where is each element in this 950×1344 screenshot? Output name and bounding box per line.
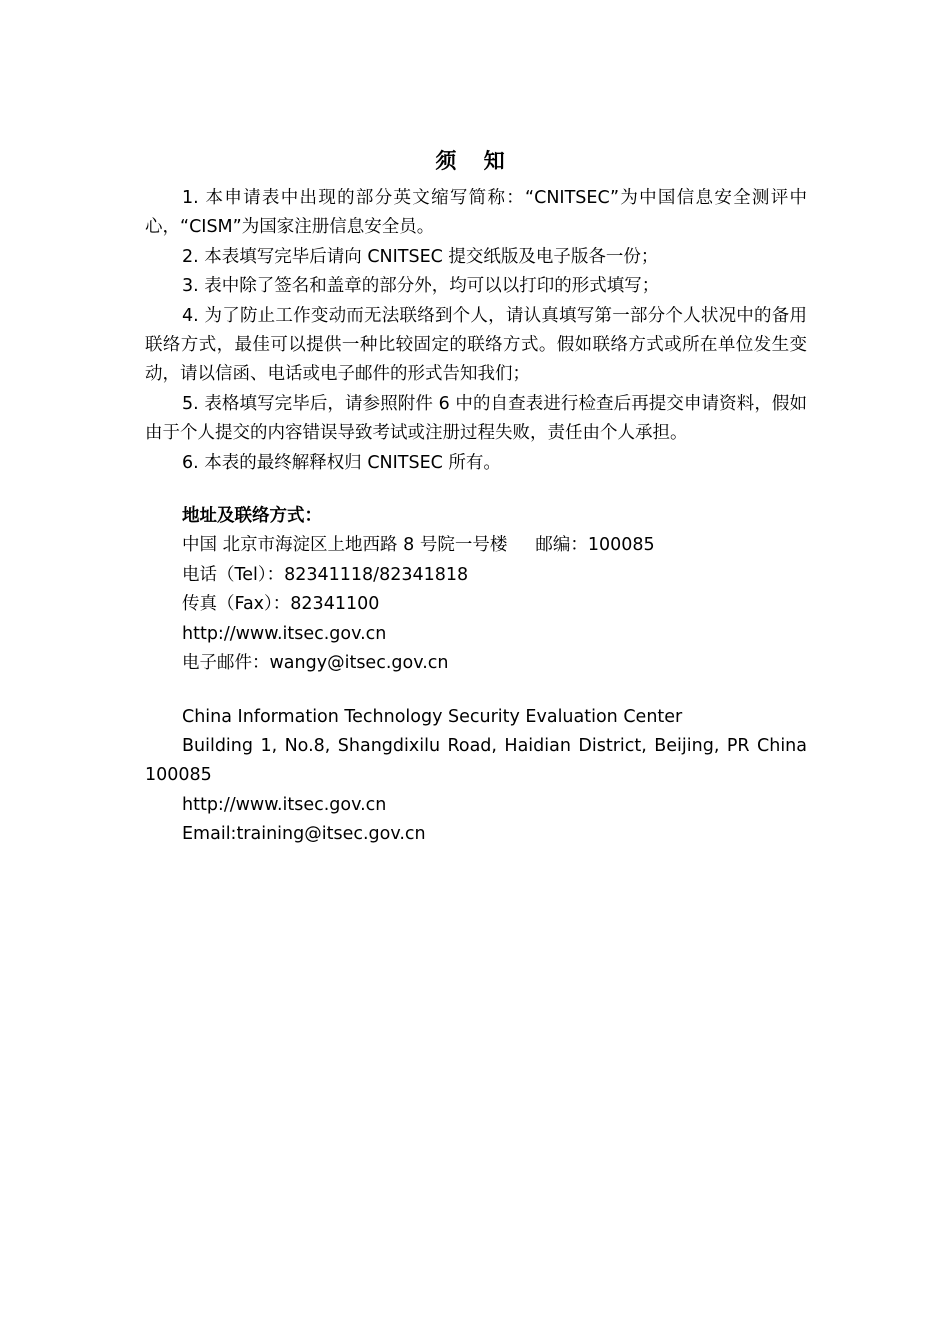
org-address-en: Building 1, No.8, Shangdixilu Road, Haidian District, Beijing, PR China 100085 [145, 735, 807, 786]
org-website-link-en[interactable]: http://www.itsec.gov.cn [182, 794, 387, 815]
contact-email[interactable]: 电子邮件：wangy@itsec.gov.cn [182, 653, 449, 674]
contact-address: 中国 北京市海淀区上地西路 8 号院一号楼 [182, 535, 508, 556]
contact-postcode: 邮编：100085 [535, 535, 655, 556]
contact-address-line [145, 531, 807, 560]
notice-item-1: 1. 本申请表中出现的部分英文缩写简称：“CNITSEC”为中国信息安全测评中心，“CISM”为国家注册信息安全员。 [145, 188, 807, 238]
org-email-en[interactable]: Email:training@itsec.gov.cn [182, 824, 426, 845]
section-spacer [145, 478, 807, 502]
notice-item-5: 5. 表格填写完毕后，请参照附件 6 中的自查表进行检查后再提交申请资料，假如由于个人提交的内容错误导致考试或注册过程失败，责任由个人承担。 [145, 393, 807, 444]
contact-website-link[interactable]: http://www.itsec.gov.cn [182, 623, 387, 644]
notice-item-2: 2. 本表填写完毕后请向 CNITSEC 提交纸版及电子版各一份； [182, 246, 659, 267]
contact-heading: 地址及联络方式： [182, 506, 322, 527]
section-spacer [145, 679, 807, 703]
contact-phone: 电话（Tel）：82341118/82341818 [182, 564, 469, 585]
contact-fax: 传真（Fax）：82341100 [182, 594, 380, 615]
notice-item-6: 6. 本表的最终解释权归 CNITSEC 所有。 [182, 452, 501, 473]
notice-content [145, 184, 807, 850]
notice-item-3: 3. 表中除了签名和盖章的部分外，均可以以打印的形式填写； [182, 276, 660, 297]
notice-item-4: 4. 为了防止工作变动而无法联络到个人，请认真填写第一部分个人状况中的备用联络方式，最佳可以提供一种比较固定的联络方式。假如联络方式或所在单位发生变动，请以信函、电话或电子邮件的形式告知我们； [145, 305, 807, 385]
page-title: 须 知 [435, 149, 515, 173]
org-name-en: China Information Technology Security Evaluation Center [182, 706, 683, 727]
